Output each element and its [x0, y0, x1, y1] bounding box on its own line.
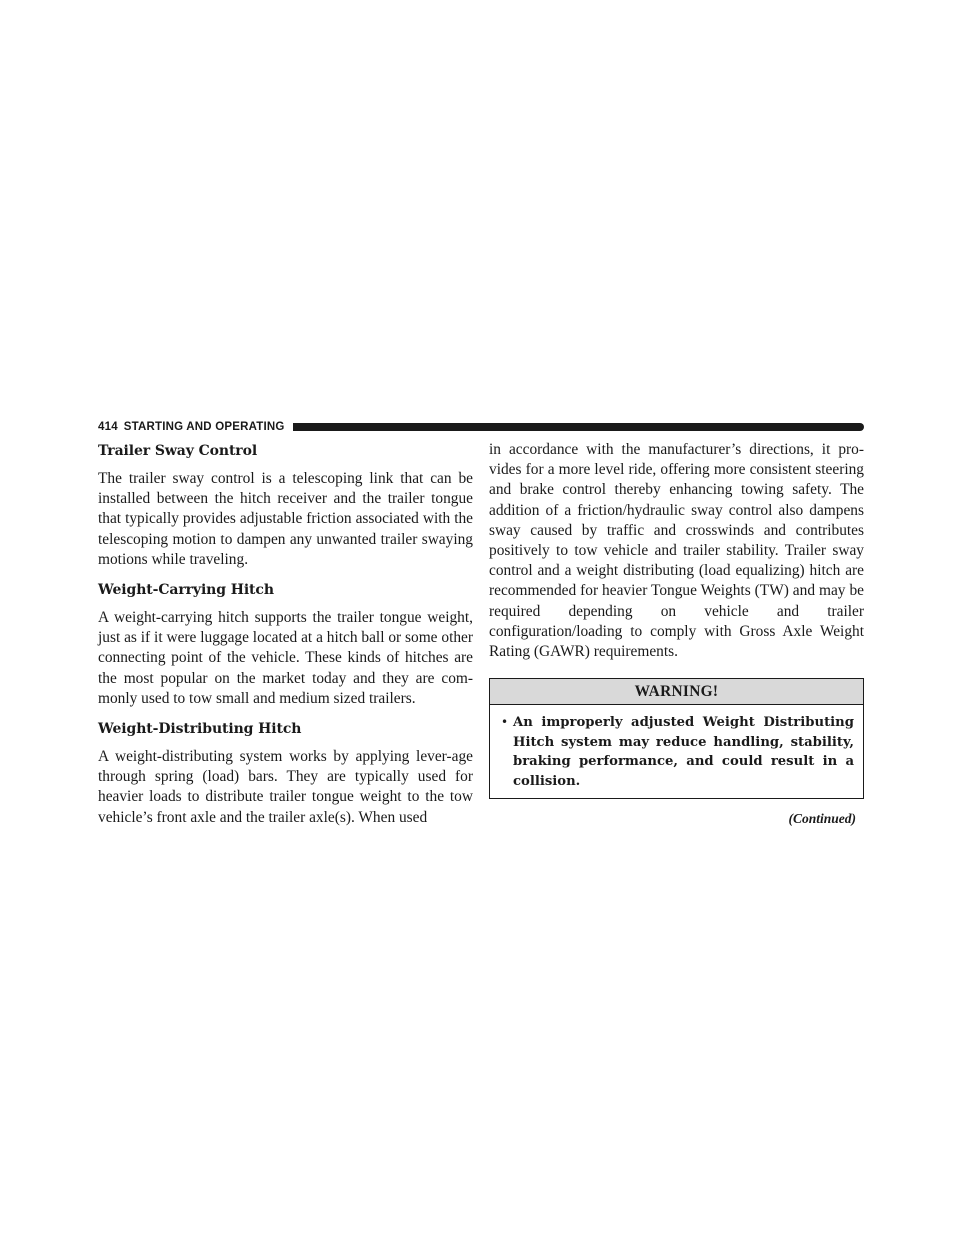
weight-distributing-paragraph: A weight-distributing system works by applying lever-age through spring (load) bars. They are typically used for heavier loads to distribute trailer tongue weight to the tow vehicle’s front axle and the trailer axle(s). When used [98, 748, 473, 826]
warning-title: WARNING! [490, 679, 863, 705]
weight-carrying-paragraph: A weight-carrying hitch supports the trailer tongue weight, just as if it were luggage located at a hitch ball or some other connecting point of the vehicle. These kinds of hitches are the most popular on the market today and they are com-monly used to tow small and medium sized trailers. [98, 609, 473, 707]
weight-distributing-heading: Weight-Distributing Hitch [98, 721, 302, 738]
sway-control-heading: Trailer Sway Control [98, 443, 258, 459]
bullet-icon: • [501, 715, 509, 730]
continued-paragraph: in accordance with the manufacturer’s directions, it pro-vides for a more level ride, offering more consistent steering and brake control thereby enhancing towing safety. The addition of a friction/hydraulic sway control also dampens sway caused by traffic and crosswinds and contributes positively to tow vehicle and trailer stability. Trailer sway control and a weight distributing (load equalizing) hitch are recommended for heavier Tongue Weights (TW) and may be required depending on vehicle and trailer configuration/loading to comply with Gross Axle Weight Rating (GAWR) requirements. [489, 441, 864, 661]
section-title: STARTING AND OPERATING [123, 421, 285, 433]
header-rule [293, 423, 864, 431]
warning-body [490, 705, 863, 798]
left-column [98, 440, 473, 828]
warning-text: An improperly adjusted Weight Distributing Hitch system may reduce handling, stability, braking performance, and could result in a collision. [513, 715, 854, 789]
weight-carrying-heading: Weight-Carrying Hitch [98, 582, 274, 599]
warning-box [489, 678, 864, 799]
right-column [489, 440, 864, 827]
sway-control-paragraph: The trailer sway control is a telescoping link that can be installed between the hitch receiver and the trailer tongue that typically provides adjustable friction associated with the telescoping motion to dampen any unwanted trailer swaying motions while traveling. [98, 470, 473, 568]
page-number: 414 [98, 421, 118, 433]
continued-label: (Continued) [788, 811, 856, 827]
page-header [98, 420, 864, 434]
